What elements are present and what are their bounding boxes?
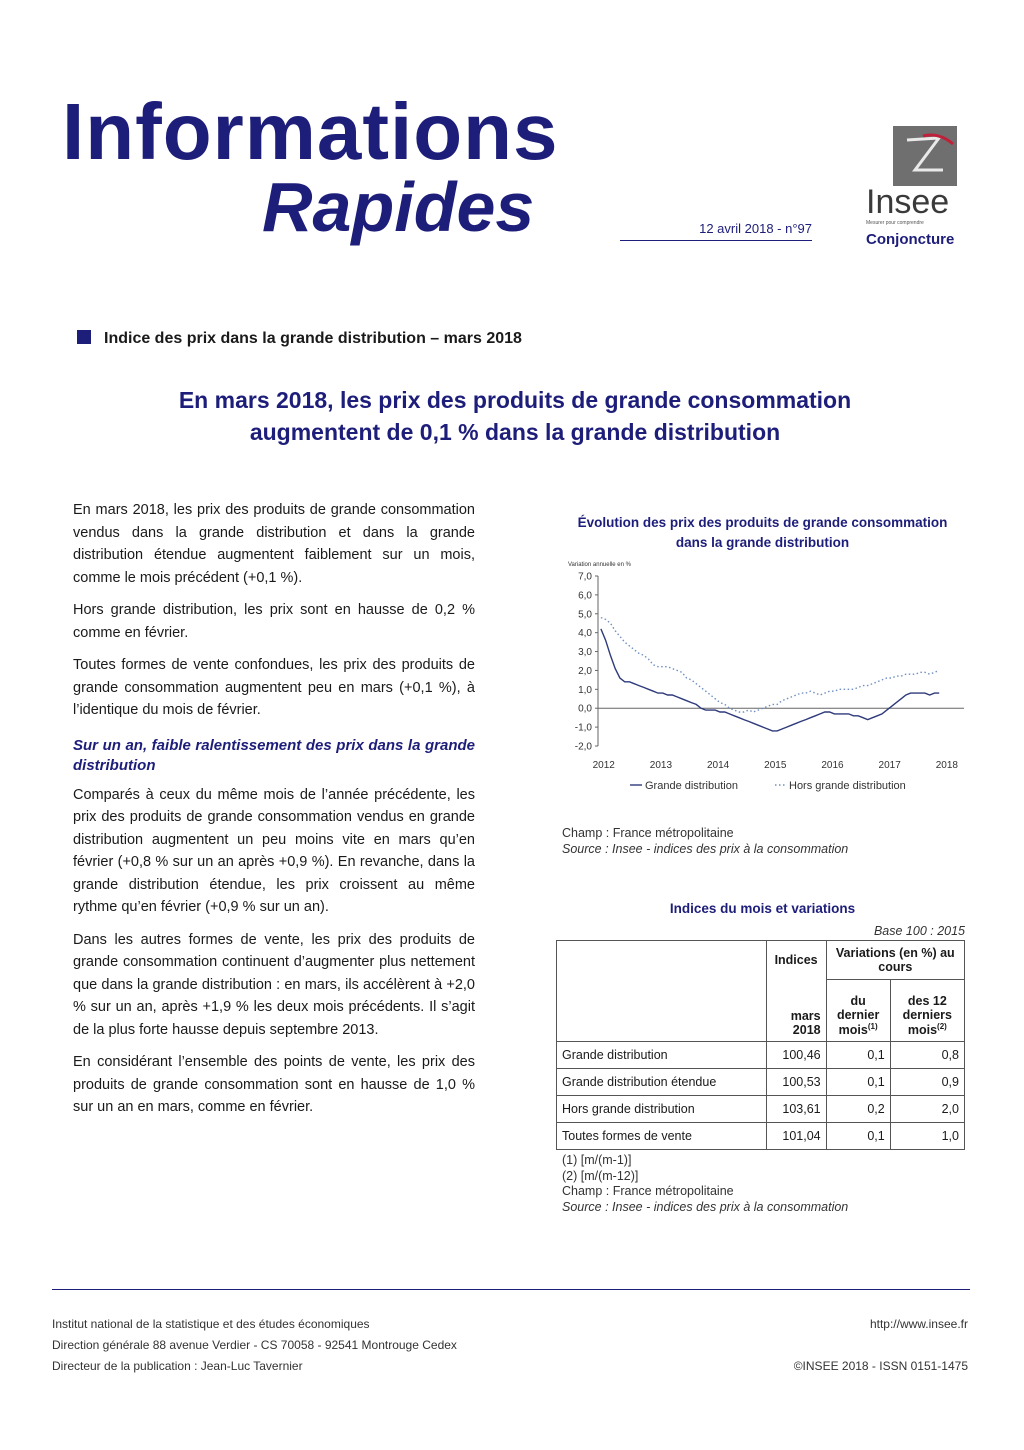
section-label: Indice des prix dans la grande distribution – mars 2018	[104, 330, 522, 347]
section-bullet-icon	[77, 330, 91, 344]
headline-line-1: En mars 2018, les prix des produits de grande consommation	[178, 387, 852, 413]
price-evolution-chart	[560, 556, 970, 806]
row-var-1m: 0,1	[826, 1123, 890, 1150]
insee-logo-icon	[893, 126, 957, 186]
col-head-indices: Indices	[766, 941, 826, 980]
paragraph: En mars 2018, les prix des produits de grande consommation vendus dans la grande distribution et dans la grande distribution étendue augmentent faiblement sur un mois, comme le mois précédent (+0,1 %).	[73, 502, 475, 586]
row-var-1m: 0,1	[826, 1042, 890, 1069]
chart-champ: Champ : France métropolitaine	[562, 826, 734, 840]
y-tick-label: 2,0	[578, 665, 592, 677]
y-tick-label: 1,0	[578, 684, 592, 696]
table-row	[557, 1123, 965, 1150]
row-label: Hors grande distribution	[557, 1096, 767, 1123]
footer-copyright: ©INSEE 2018 - ISSN 0151-1475	[793, 1359, 968, 1373]
table-note-2: (2) [m/(m-12)]	[562, 1168, 639, 1183]
paragraph: Toutes formes de vente confondues, les prix des produits de grande consommation augmentent peu en mars (+0,1 %), à l’identique du mois de février.	[73, 657, 475, 718]
legend-label: Hors grande distribution	[789, 780, 906, 792]
x-tick-label: 2016	[821, 760, 844, 771]
row-index: 101,04	[766, 1123, 826, 1150]
headline	[100, 384, 930, 448]
footnote-ref-2: (2)	[937, 1021, 947, 1031]
x-tick-label: 2017	[878, 760, 901, 771]
masthead-subtitle: Rapides	[262, 168, 535, 246]
table-champ: Champ : France métropolitaine	[562, 1184, 734, 1198]
table-row	[557, 1042, 965, 1069]
footnote-ref-1: (1)	[867, 1021, 878, 1031]
footer-meta	[700, 1314, 968, 1377]
row-index: 100,46	[766, 1042, 826, 1069]
x-tick-label: 2015	[764, 760, 787, 771]
y-tick-label: -2,0	[574, 741, 592, 753]
paragraph: En considérant l’ensemble des points de vente, les prix des produits de grande consommation sont en hausse de 1,0 % sur un an en mars, comme en février.	[73, 1054, 475, 1115]
footer-direction: Direction générale 88 avenue Verdier - CS 70058 - 92541 Montrouge Cedex	[52, 1338, 457, 1352]
col-head-12-mois-label: des 12 derniers mois	[902, 993, 953, 1037]
row-var-1m: 0,1	[826, 1069, 890, 1096]
col-head-12-mois	[890, 980, 964, 1042]
y-tick-label: 7,0	[578, 571, 592, 583]
col-head-mars: mars 2018	[766, 980, 826, 1042]
table-note-1: (1) [m/(m-1)]	[562, 1153, 632, 1167]
indices-table	[556, 940, 965, 1150]
logo-conjoncture: Conjoncture	[866, 231, 955, 248]
table-corner	[557, 941, 767, 1042]
series-line-hors-grande-distribution	[601, 618, 939, 712]
body-column	[73, 499, 475, 1129]
paragraph: Dans les autres formes de vente, les prix des produits de grande consommation continuent d’augmenter plus nettement que dans la grande distribution : en mars, ils accélèrent à +2,0 % sur un an, après +1,9 % les deux mois précédents. Il s’agit de la plus forte hausse depuis septembre 2013.	[73, 931, 475, 1038]
chart-source: Source : Insee - indices des prix à la consommation	[562, 842, 849, 856]
row-var-12m: 1,0	[890, 1123, 964, 1150]
subheading: Sur un an, faible ralentissement des prix dans la grande distribution	[73, 736, 475, 774]
row-var-1m: 0,2	[826, 1096, 890, 1123]
table-title: Indices du mois et variations	[669, 901, 856, 916]
x-tick-label: 2012	[592, 760, 615, 771]
table-source: Source : Insee - indices des prix à la consommation	[562, 1199, 849, 1214]
paragraph: Comparés à ceux du même mois de l’année précédente, les prix des produits de grande consommation vendus en grande distribution augmentent un peu moins vite en mars qu’en février (+0,8 % sur un an après +0,9 %). En revanche, dans la grande distribution étendue, les prix croissent au même rythme qu’en février (+0,9 % sur un an).	[73, 786, 475, 915]
series-line-grande-distribution	[601, 629, 939, 731]
row-var-12m: 2,0	[890, 1096, 964, 1123]
x-tick-label: 2018	[935, 760, 958, 771]
table-row	[557, 1096, 965, 1123]
col-head-dernier-mois-label: du dernier mois	[836, 993, 880, 1037]
x-tick-label: 2013	[649, 760, 673, 771]
col-head-variations: Variations (en %) au cours	[826, 941, 964, 980]
footer-director: Directeur de la publication : Jean-Luc Tavernier	[52, 1359, 303, 1373]
footer-address	[52, 1314, 457, 1377]
row-label: Toutes formes de vente	[557, 1123, 767, 1150]
chart-title: Évolution des prix des produits de grande consommation dans la grande distribution	[577, 515, 948, 550]
y-tick-label: 3,0	[578, 647, 592, 659]
logo-wordmark: Insee	[866, 183, 950, 221]
row-index: 103,61	[766, 1096, 826, 1123]
table-row	[557, 1069, 965, 1096]
col-head-dernier-mois	[826, 980, 890, 1042]
x-tick-label: 2014	[706, 760, 730, 771]
row-var-12m: 0,9	[890, 1069, 964, 1096]
table-notes	[562, 1153, 848, 1215]
issue-date: 12 avril 2018 - n°97	[620, 221, 812, 241]
y-tick-label: 0,0	[578, 703, 592, 715]
masthead-title: Informations	[62, 87, 559, 176]
row-label: Grande distribution	[557, 1042, 767, 1069]
footer-divider	[52, 1289, 970, 1290]
y-tick-label: -1,0	[574, 722, 592, 734]
headline-line-2: augmentent de 0,1 % dans la grande distribution	[249, 419, 781, 445]
row-index: 100,53	[766, 1069, 826, 1096]
footer-institute: Institut national de la statistique et des études économiques	[52, 1317, 370, 1331]
table-base: Base 100 : 2015	[873, 924, 965, 938]
footer-url[interactable]: http://www.insee.fr	[869, 1317, 968, 1331]
paragraph: Hors grande distribution, les prix sont en hausse de 0,2 % comme en février.	[73, 602, 475, 641]
legend-label: Grande distribution	[645, 780, 738, 792]
y-tick-label: 5,0	[578, 609, 592, 621]
y-tick-label: 6,0	[578, 590, 592, 602]
row-var-12m: 0,8	[890, 1042, 964, 1069]
row-label: Grande distribution étendue	[557, 1069, 767, 1096]
y-tick-label: 4,0	[578, 628, 592, 640]
logo-tagline: Mesurer pour comprendre	[866, 220, 924, 226]
y-axis-title: Variation annuelle en %	[568, 562, 631, 568]
